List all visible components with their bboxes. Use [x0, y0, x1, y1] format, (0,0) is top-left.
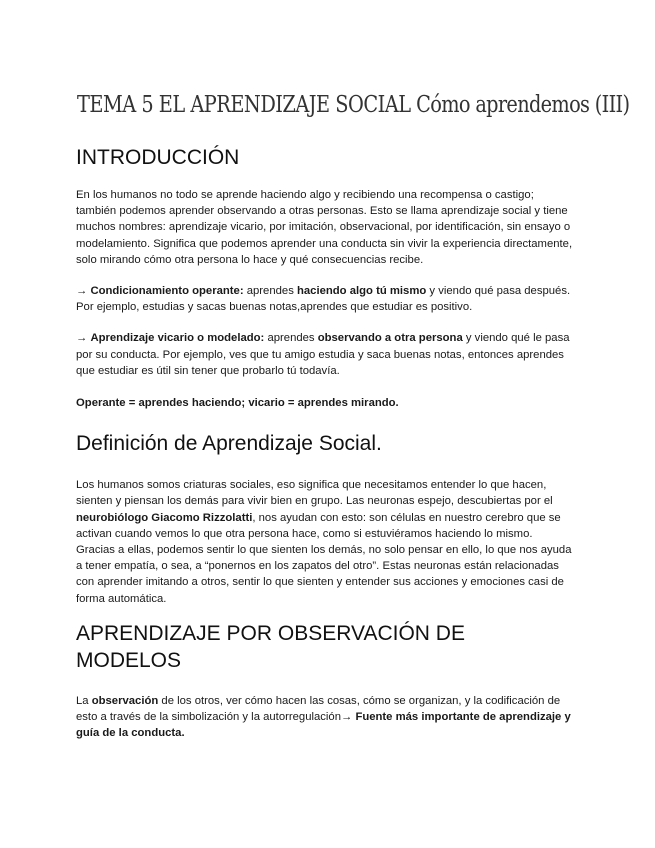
- operante-text-1: aprendes: [243, 285, 297, 298]
- document-body: [76, 145, 574, 741]
- vicario-arrow: →: [76, 332, 91, 345]
- vicario-emphasis: observando a otra persona: [317, 332, 463, 345]
- operante-emphasis: haciendo algo tú mismo: [296, 285, 427, 298]
- observacion-text-1: La: [76, 694, 92, 707]
- observacion-emphasis-1: observación: [91, 694, 159, 707]
- intro-paragraph: En los humanos no todo se aprende haciendo algo y recibiendo una recompensa o castigo; también podemos aprender observando a otras personas. Esto se llama aprendizaje social y tiene muchos nombres: aprendizaje vicario, por imitación, observacional, por identificación, sin ensayo o modelamiento. Significa que podemos aprender una conducta sin vivir la experiencia directamente, solo mirando cómo otra persona lo hace y qué consecuencias recibe.: [76, 189, 573, 266]
- definicion-emphasis: neurobiólogo Giacomo Rizzolatti: [76, 511, 253, 524]
- operante-text-2: y viendo qué pasa después. Por ejemplo, estudias y sacas buenas notas,aprendes que estudiar es positivo.: [76, 285, 571, 314]
- operante-paragraph: [76, 283, 574, 315]
- definicion-text-1: Los humanos somos criaturas sociales, eso significa que necesitamos entender lo que hacen, sienten y piensan los demás para vivir bien en grupo. Las neuronas espejo, descubiertas por el: [76, 479, 553, 508]
- definicion-paragraph: [76, 477, 574, 607]
- observacion-emphasis-2: Fuente más importante de aprendizaje y guía de la conducta.: [76, 711, 571, 740]
- summary-line: Operante = aprendes haciendo; vicario = aprendes mirando.: [76, 397, 399, 410]
- title-suffix: Cómo aprendemos (III): [416, 92, 630, 118]
- observacion-heading: APRENDIZAJE POR OBSERVACIÓN DE MODELOS: [76, 621, 465, 672]
- observacion-paragraph: [76, 693, 574, 742]
- vicario-label: Aprendizaje vicario o modelado:: [90, 332, 265, 345]
- document-title: [77, 92, 629, 118]
- definicion-heading: Definición de Aprendizaje Social.: [76, 432, 382, 456]
- operante-label: Condicionamiento operante:: [90, 285, 244, 298]
- intro-heading: INTRODUCCIÓN: [76, 146, 240, 169]
- definicion-text-2: , nos ayudan con esto: son células en nuestro cerebro que se activan cuando vemos lo que otra persona hace, como si estuviéramos haciendo lo mismo. Gracias a ellas, podemos sentir lo que sienten los demás, no solo pensar en ello, lo que nos ayuda a tener empatía, o sea, a “ponernos en los zapatos del otro”. Estas neuronas están relacionadas con aprender imitando a otros, sentir lo que sienten y entender sus acciones y emociones casi de forma automática.: [76, 511, 572, 605]
- title-prefix: TEMA 5 EL APRENDIZAJE SOCIAL: [77, 92, 411, 118]
- vicario-text-1: aprendes: [264, 332, 318, 345]
- vicario-text-2: y viendo qué le pasa por su conducta. Por ejemplo, ves que tu amigo estudia y saca buenas notas, entonces aprendes que estudiar es útil sin tener que probarlo tú todavía.: [76, 332, 570, 377]
- operante-arrow: →: [76, 285, 91, 298]
- vicario-paragraph: [76, 330, 574, 379]
- observacion-text-2: de los otros, ver cómo hacen las cosas, cómo se organizan, y la codificación de esto a través de la simbolización y la autorregulación→: [76, 694, 561, 724]
